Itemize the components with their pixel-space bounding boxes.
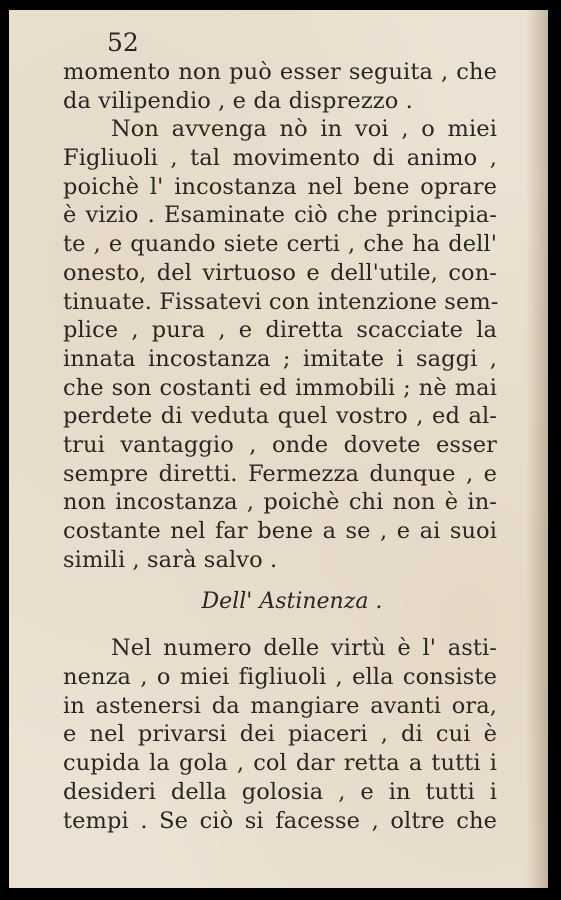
text-line: cupida la gola , col dar retta a tutti i xyxy=(63,750,497,777)
text-line: momento non può esser seguita , che xyxy=(63,59,497,85)
text-line: Nel numero delle virtù è l' asti- xyxy=(111,635,497,662)
text-line: onesto, del virtuoso e dell'utile, con- xyxy=(63,259,497,286)
text-line: non incostanza , poichè chi non è in- xyxy=(63,489,497,516)
text-line: simili , sarà salvo . xyxy=(63,546,278,573)
paragraph-3 xyxy=(63,634,497,835)
text-line: nenza , o miei figliuoli , ella consiste xyxy=(63,664,497,691)
text-line: poichè l' incostanza nel bene oprare xyxy=(63,173,497,200)
text-line: te , e quando siete certi , che ha dell' xyxy=(63,231,497,258)
text-line: plice , pura , e diretta scacciate la xyxy=(63,317,497,344)
text-line: Figliuoli , tal movimento di animo , xyxy=(63,145,497,172)
text-line: trui vantaggio , onde dovete esser xyxy=(63,431,497,458)
text-line: innata incostanza ; imitate i saggi , xyxy=(63,345,497,372)
gutter-shadow xyxy=(526,10,548,888)
section-heading: Dell' Astinenza . xyxy=(201,589,383,615)
text-line: tempi . Se ciò si facesse , oltre che xyxy=(63,807,497,834)
text-line: tinuate. Fissatevi con intenzione sem- xyxy=(63,288,499,315)
text-line: in astenersi da mangiare avanti ora, xyxy=(63,692,497,719)
text-line: perdete di veduta quel vostro , ed al- xyxy=(63,403,497,430)
text-line: costante nel far bene a se , e ai suoi xyxy=(63,518,497,544)
page-text xyxy=(63,28,497,835)
book-page xyxy=(9,10,548,888)
paragraph-1 xyxy=(63,58,497,115)
text-line: che son costanti ed immobili ; nè mai xyxy=(63,374,497,401)
text-line: e nel privarsi dei piaceri , di cui è xyxy=(63,721,497,748)
text-line: desideri della golosia , e in tutti i xyxy=(63,778,497,805)
page-number: 52 xyxy=(107,28,139,57)
text-line: sempre diretti. Fermezza dunque , e xyxy=(63,460,497,487)
text-line: da vilipendio , e da disprezzo . xyxy=(63,87,413,114)
paragraph-2 xyxy=(63,115,497,574)
text-line: Non avvenga nò in voi , o miei xyxy=(111,116,497,143)
text-line: è vizio . Esaminate ciò che principia- xyxy=(63,202,497,229)
